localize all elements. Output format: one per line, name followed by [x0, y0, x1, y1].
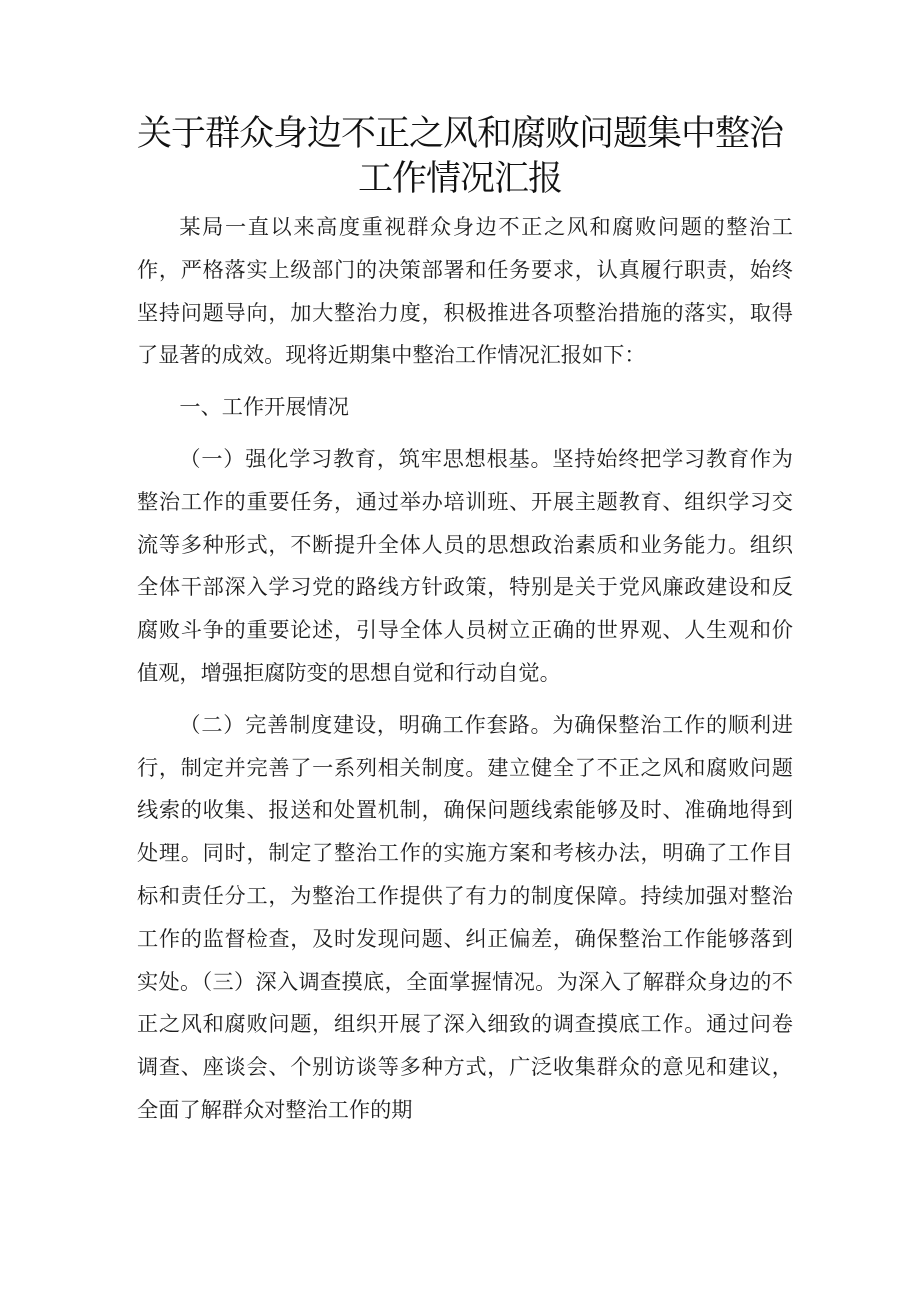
- document-title-line-1: 关于群众身边不正之风和腐败问题集中整治: [136, 114, 783, 154]
- section-heading-work-progress: 一、工作开展情况: [179, 394, 349, 420]
- intro-paragraph: 某局一直以来高度重视群众身边不正之风和腐败问题的整治工作，严格落实上级部门的决策部署和任务要求，认真履行职责，始终坚持问题导向，加大整治力度，积极推进各项整治措施的落实，取得了显著的成效。现将近期集中整治工作情况汇报如下：: [137, 214, 793, 368]
- document-body: [137, 206, 793, 1132]
- paragraph-system-building: （二）完善制度建设，明确工作套路。为确保整治工作的顺利进行，制定并完善了一系列相关制度。建立健全了不正之风和腐败问题线索的收集、报送和处置机制，确保问题线索能够及时、准确地得到处理。同时，制定了整治工作的实施方案和考核办法，明确了工作目标和责任分工，为整治工作提供了有力的制度保障。持续加强对整治工作的监督检查，及时发现问题、纠正偏差，确保整治工作能够落到实处。（三）深入调查摸底，全面掌握情况。为深入了解群众身边的不正之风和腐败问题，组织开展了深入细致的调查摸底工作。通过问卷调查、座谈会、个别访谈等多种方式，广泛收集群众的意见和建议，全面了解群众对整治工作的期: [137, 711, 793, 1122]
- paragraph-study-education: （一）强化学习教育，筑牢思想根基。坚持始终把学习教育作为整治工作的重要任务，通过举办培训班、开展主题教育、组织学习交流等多种形式，不断提升全体人员的思想政治素质和业务能力。组织全体干部深入学习党的路线方针政策，特别是关于党风廉政建设和反腐败斗争的重要论述，引导全体人员树立正确的世界观、人生观和价值观，增强拒腐防变的思想自觉和行动自觉。: [137, 445, 793, 685]
- document-title-line-2: 工作情况汇报: [357, 159, 562, 199]
